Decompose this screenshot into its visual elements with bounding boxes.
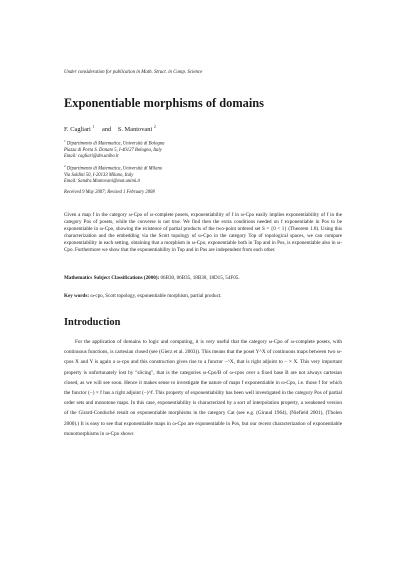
running-header: Under consideration for publication in Math. Struct. in Comp. Science [64, 70, 203, 75]
affiliation-mark: 1 [92, 125, 95, 129]
section-heading: Introduction [64, 317, 121, 328]
affiliation-line [64, 138, 165, 148]
keywords [64, 293, 222, 299]
keywords-value: ω-cpo, Scott topology, exponentiable morphism, partial product. [90, 293, 222, 299]
affiliation-dept: Dipartimento di Matematica, Università di Milano [66, 166, 163, 172]
affiliation-mark: 2 [153, 125, 156, 129]
received-dates: Received 9 May 2007; Revised 1 February 2008 [64, 190, 155, 195]
keywords-label: Key words: [64, 293, 90, 299]
affiliation-mark: 2 [64, 164, 66, 168]
affiliation-mark: 1 [64, 139, 66, 143]
affiliation-email: Email: Sandra.Mantovani@mat.unimi.it [64, 178, 140, 184]
author-name: F. Cagliari [64, 126, 91, 134]
affiliation-address: Via Saldini 50, I-20133 Milano, Italy [64, 172, 134, 178]
affiliation-email: Email: cagliari@dm.unibo.it [64, 153, 119, 159]
affiliation-address: Piazza di Porta S. Donato 5, I-40127 Bologna, Italy [64, 147, 162, 153]
affiliation-dept: Dipartimento di Matematica, Università di Bologna [66, 141, 165, 147]
author-separator: and [101, 126, 112, 134]
affiliation-block [64, 163, 162, 185]
paper-title: Exponentiable morphisms of domains [64, 96, 265, 110]
author-name: S. Mantovani [117, 126, 153, 134]
abstract: Given a map f in the category ω-Cpo of ω-complete posets, exponentiability of f in ω-Cpo easily implies exponentiability of f in the category Pos of posets, while the converse is not true. We find then the extra conditions needed on f exponentiable in Pos to be exponentiable in ω-Cpo, showing the existence of partial products of the two-point ordered set S = {0 < 1} (Theorem 1.8). Using this characterization and the embedding via the Scott topology of ω-Cpo in the category Top of topological spaces, we can compare exponentiability in each setting, obtaining that a morphism in ω-Cpo, exponentiable both in Top and in Pos, is exponentiable also in ω-Cpo. Furthermore we show that the exponentiability in Top and in Pos are independent from each other. [64, 212, 342, 253]
intro-paragraph: For the application of domains to logic and computing, it is very useful that the category ω-Cpo of ω-complete posets, with continuous functions, is cartesian closed (see (Gierz et al. 2003)). This means that the poset Y^X of continuous maps between two ω-cpos X and Y is again a ω-cpo and this construction gives rise to a functor −^X, that is right adjoint to − × X. This very important property is unfortunately lost by "slicing", that is the categories ω-Cpo/B of ω-cpos over a fixed base B are not always cartesian closed, as we will see soon. Hence it makes sense to investigate the nature of maps f exponentiable in ω-Cpo, i.e. those f for which the functor (−) × f has a right adjoint (−)^f. This property of exponentiability has been well investigated in the category Pos of partial order sets and monotone maps. In this case, exponentiability is characterized by a sort of interpolation property, a weakened version of the Girard-Conduché result on exponentiable morphisms in the category Cat (see e.g. (Giraud 1964), (Niefield 2001), (Tholen 2000).) It is easy to see that exponentiable maps in ω-Cpo are exponentiable in Pos, but our recent characterization of exponentiable monomorphisms in ω-Cpo shows [64, 339, 342, 437]
authors-line [64, 125, 156, 133]
msc-value: 06B30, 06B35, 18B30, 18D15, 54F05. [160, 275, 240, 281]
msc-label: Mathematics Subject Classifications (2000): [64, 275, 160, 281]
affiliation-line [64, 163, 162, 173]
msc-classification [64, 275, 240, 281]
affiliation-block [64, 138, 165, 160]
